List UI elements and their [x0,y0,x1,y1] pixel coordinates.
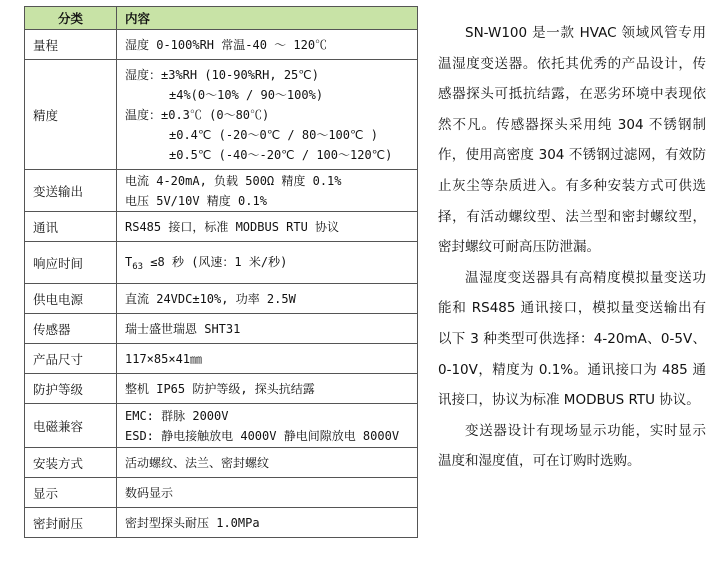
table-row [25,30,418,60]
row-label-comm: 通讯 [25,212,117,242]
row-label-display: 显示 [25,478,117,508]
row-value-output [117,170,418,212]
table-row [25,344,418,374]
table-row [25,478,418,508]
description-paragraph-3: 变送器设计有现场显示功能，实时显示温度和湿度值，可在订购时选购。 [438,422,706,470]
table-row [25,170,418,212]
accuracy-humidity-1: 湿度：±3%RH (10-90%RH, 25℃) [125,67,319,82]
row-value-range: 湿度 0-100%RH 常温-40 ～ 120℃ [117,30,418,60]
table-row [25,242,418,284]
table-row [25,212,418,242]
row-label-range: 量程 [25,30,117,60]
row-label-power: 供电电源 [25,284,117,314]
row-value-response [117,242,418,284]
table-row [25,508,418,538]
description-paragraph-1: SN-W100 是一款 HVAC 领域风管专用温湿度变送器。依托其优秀的产品设计，传感器探头可抵抗结露，在恶劣环境中表现依然不凡。传感器探头采用纯 304 不锈钢制作，使用高密度 304 不锈钢过滤网，有效防止灰尘等杂质进入。有多种安装方式可供选择，有活动螺纹型、法兰型和密封螺纹型，密封螺纹可耐高压防泄漏。 [438,25,706,256]
table-row [25,284,418,314]
row-label-size: 产品尺寸 [25,344,117,374]
table-header-row [25,7,418,30]
row-label-sensor: 传感器 [25,314,117,344]
output-line-2: 电压 5V/10V 精度 0.1% [125,193,267,208]
row-label-response: 响应时间 [25,242,117,284]
row-label-output: 变送输出 [25,170,117,212]
accuracy-temp-1: 温度：±0.3℃ (0～80℃) [125,107,270,122]
description-panel [438,18,706,477]
accuracy-temp-2: ±0.4℃ (-20～0℃ / 80～100℃ ) [169,127,378,142]
row-value-accuracy [117,60,418,170]
table-row [25,314,418,344]
description-paragraph-2: 温湿度变送器具有高精度模拟量变送功能和 RS485 通讯接口，模拟量变送输出有以下 3 种类型可供选择：4-20mA、0-5V、0-10V，精度为 0.1%。通讯接口为 485 通讯接口，协议为标准 MODBUS RTU 协议。 [438,269,706,409]
row-label-protection: 防护等级 [25,374,117,404]
row-value-emc [117,404,418,448]
response-t: T [125,255,133,269]
header-content: 内容 [117,7,418,30]
row-label-emc: 电磁兼容 [25,404,117,448]
row-value-sensor: 瑞士盛世瑞恩 SHT31 [117,314,418,344]
emc-line-2: ESD: 静电接触放电 4000V 静电间隙放电 8000V [125,428,400,443]
emc-line-1: EMC: 群脉 2000V [125,408,229,423]
row-value-protection: 整机 IP65 防护等级, 探头抗结露 [117,374,418,404]
row-value-install: 活动螺纹、法兰、密封螺纹 [117,448,418,478]
table-row [25,60,418,170]
row-label-install: 安装方式 [25,448,117,478]
accuracy-humidity-2: ±4%(0～10% / 90～100%) [169,87,324,102]
row-label-pressure: 密封耐压 [25,508,117,538]
row-value-display: 数码显示 [117,478,418,508]
table-row [25,448,418,478]
row-value-comm: RS485 接口，标准 MODBUS RTU 协议 [117,212,418,242]
accuracy-temp-3: ±0.5℃ (-40～-20℃ / 100～120℃) [169,147,393,162]
row-value-power: 直流 24VDC±10%, 功率 2.5W [117,284,418,314]
output-line-1: 电流 4-20mA, 负载 500Ω 精度 0.1% [125,173,342,188]
spec-table [24,6,418,538]
header-category: 分类 [25,7,117,30]
response-subscript: 63 [132,262,144,272]
table-row [25,404,418,448]
table-row [25,374,418,404]
row-label-accuracy: 精度 [25,60,117,170]
row-value-pressure: 密封型探头耐压 1.0MPa [117,508,418,538]
response-rest: ≤8 秒 (风速：1 米/秒) [143,255,288,269]
row-value-size: 117×85×41㎜ [117,344,418,374]
